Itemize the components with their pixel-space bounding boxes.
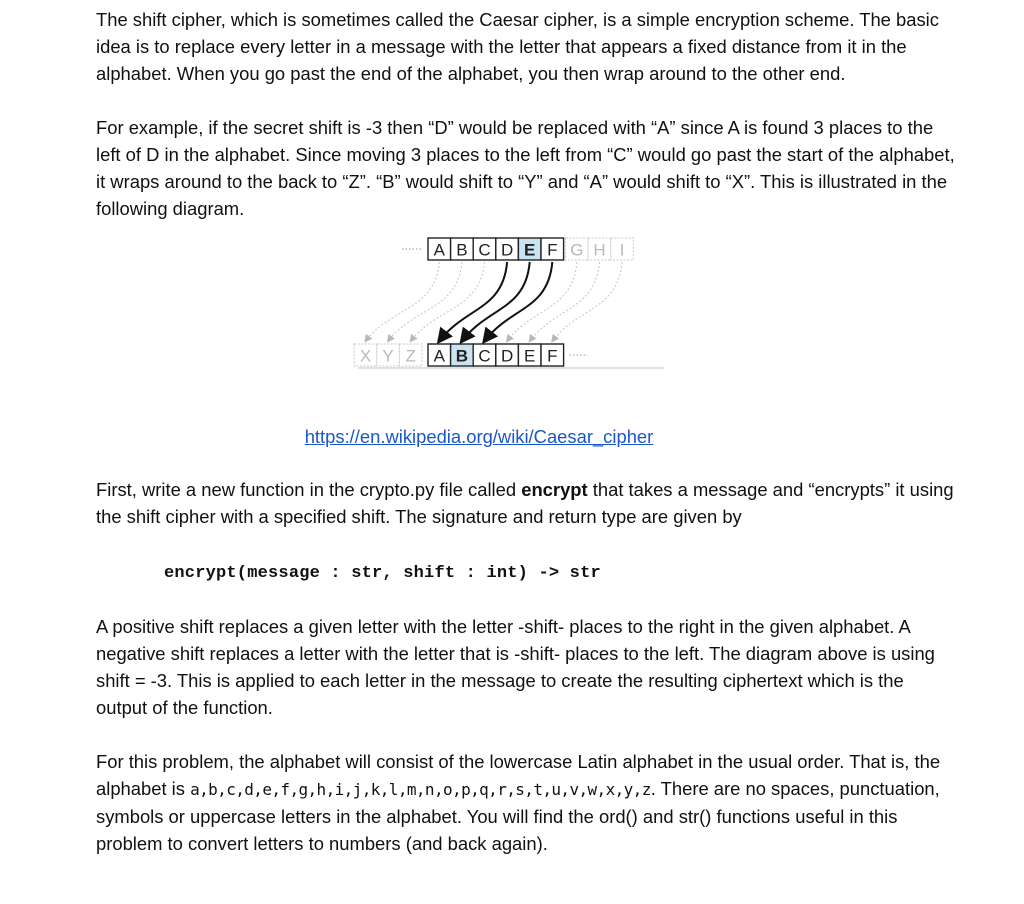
intro-paragraph-1: The shift cipher, which is sometimes called the Caesar cipher, is a simple encryption scheme. The basic idea is to replace every letter in a message with the letter that appears a fixed distance from it in the alphabet. When you go past the end of the alphabet, you then wrap around to the other end. bbox=[96, 9, 939, 84]
bottom-cell-d-letter: D bbox=[500, 346, 514, 366]
encrypt-text-b: that takes a message and “encrypts” it using the shift cipher with a specified shift. The signature and return type are given by bbox=[96, 479, 954, 527]
top-cell-c-letter: C bbox=[478, 240, 491, 260]
bottom-cell-b-letter: B bbox=[455, 346, 469, 366]
wikipedia-link[interactable]: https://en.wikipedia.org/wiki/Caesar_cipher bbox=[304, 426, 654, 447]
bottom-faded-cell-y-letter: Y bbox=[382, 346, 394, 366]
top-cell-a-letter: A bbox=[433, 240, 445, 260]
bottom-faded-cell-z-letter: Z bbox=[405, 346, 416, 366]
shift-arrow-a bbox=[366, 262, 440, 341]
encrypt-text-a: First, write a new function in the crypto.py file called bbox=[96, 479, 522, 500]
alphabet-text-b: . There are no spaces, punctuation, symbols or uppercase letters in the alphabet. You will find the ord() and str() functions useful in this problem to convert letters to numbers (and back again). bbox=[96, 778, 940, 854]
bottom-cell-c-letter: C bbox=[478, 346, 491, 366]
document-body bbox=[96, 6, 956, 857]
top-cell-e-letter: E bbox=[524, 240, 536, 260]
intro-paragraph-2: For example, if the secret shift is -3 then “D” would be replaced with “A” since A is found 3 places to the left of D in the alphabet. Since moving 3 places to the left from “C” would go past the start of the alphabet, it wraps around to the back to “Z”. “B” would shift to “Y” and “A” would shift to “X”. This is illustrated in the following diagram. bbox=[96, 117, 955, 219]
top-cell-f-letter: F bbox=[547, 240, 558, 260]
bottom-cell-f-letter: F bbox=[547, 346, 558, 366]
bottom-faded-cell-x-letter: X bbox=[359, 346, 372, 366]
top-cell-b-letter: B bbox=[456, 240, 468, 260]
bottom-cell-a-letter: A bbox=[433, 346, 445, 366]
shift-arrow-i bbox=[552, 262, 622, 341]
bottom-cell-e-letter: E bbox=[524, 346, 536, 366]
shift-arrow-g bbox=[507, 262, 577, 341]
alphabet-paragraph bbox=[96, 748, 956, 857]
shift-arrow-h bbox=[530, 262, 600, 341]
alphabet-text-a: For this problem, the alphabet will consist of the lowercase Latin alphabet in the usual order. That is, the alphabet is bbox=[96, 751, 941, 799]
encrypt-function-name: encrypt bbox=[521, 479, 588, 500]
function-signature: encrypt(message : str, shift : int) -> str bbox=[164, 564, 601, 583]
encrypt-paragraph bbox=[96, 476, 956, 530]
top-cell-d-letter: D bbox=[500, 240, 514, 260]
diagram-svg bbox=[96, 236, 956, 426]
alphabet-letters: a,b,c,d,e,f,g,h,i,j,k,l,m,n,o,p,q,r,s,t,u,v,w,x,y,z bbox=[190, 780, 651, 799]
top-faded-cell-i-letter: I bbox=[619, 240, 625, 260]
top-faded-cell-h-letter: H bbox=[593, 240, 606, 260]
shift-explanation-paragraph: A positive shift replaces a given letter with the letter -shift- places to the right in the given alphabet. A negative shift replaces a letter with the letter that is -shift- places to the left. The diagram above is using shift = -3. This is applied to each letter in the message to create the resulting ciphertext which is the output of the function. bbox=[96, 616, 935, 718]
shift-cipher-diagram bbox=[96, 236, 956, 426]
top-faded-cell-g-letter: G bbox=[570, 240, 584, 260]
